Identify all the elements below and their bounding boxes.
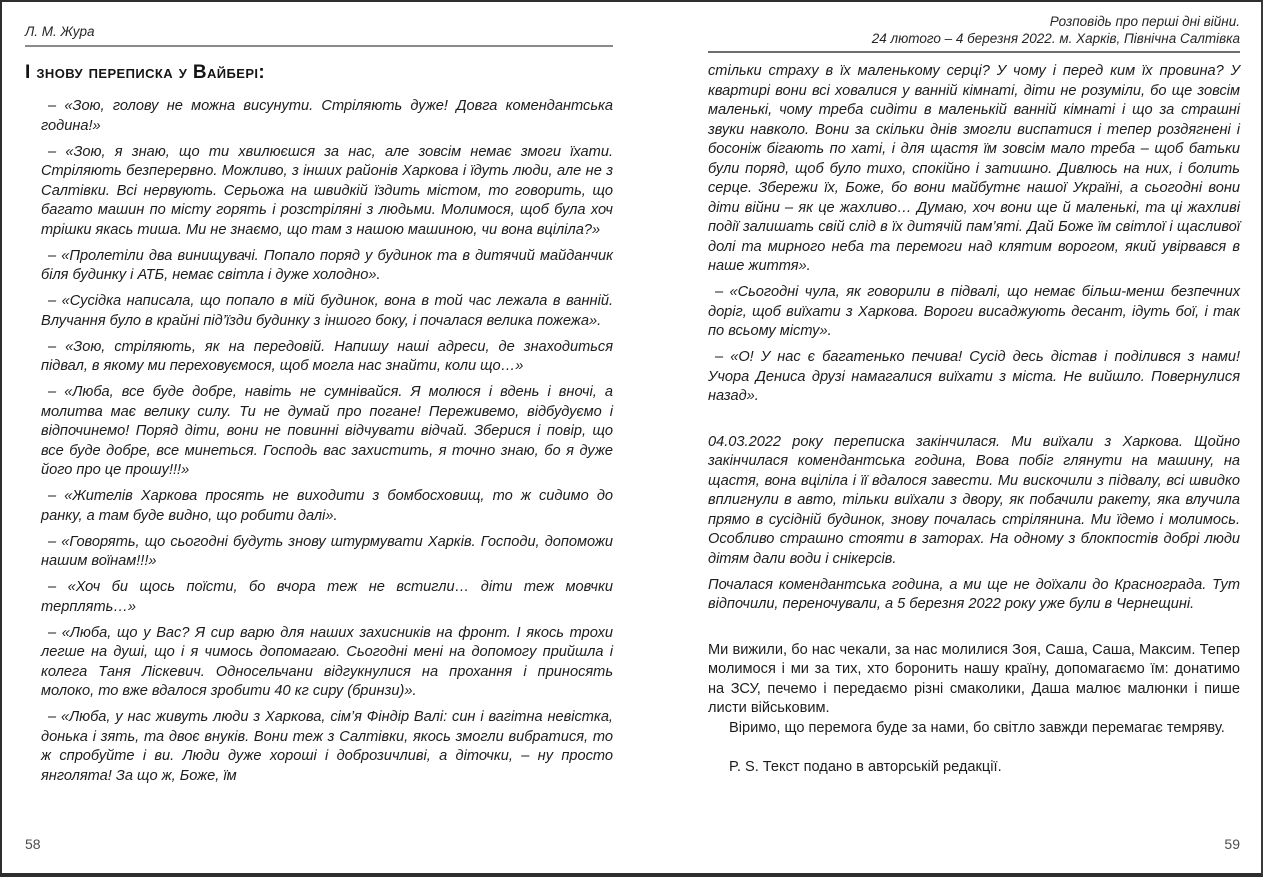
- body-paragraph: – «Сусідка написала, що попало в мій будинок, вона в той час лежала в ванній. Влучання було в крайні під’їзди будинку з іншого боку, і почалася велика пожежа».: [41, 293, 613, 329]
- body-paragraph: 04.03.2022 року переписка закінчилася. Ми виїхали з Харкова. Щойно закінчилася комендантська година, Вова побіг глянути на машину, на щастя, вона вціліла і її вдалося завести. Ми вискочили з підвалу, всі швидко вплигнули в авто, тільки виїхали з двору, як побачили ракету, яка влучила прямо в сусідній будинок, знову почалась стрілянина. Ми їдемо і молимось. Особливо страшно стояти в заторах. На одному з блокпостів добрі люди дітям дали води і снікерсів.: [708, 433, 1240, 567]
- body-paragraph: – «Жителів Харкова просять не виходити з бомбосховищ, то ж сидимо до ранку, а там буде видно, що робити далі».: [41, 488, 613, 524]
- page-number-right: 59: [1224, 836, 1240, 852]
- body-paragraph: стільки страху в їх маленькому серці? У чому і перед ким їх провина? У квартирі вони всі ховалися у ванній кімнаті, діти не розуміли, бо ще зовсім маленькі, чому треба сидіти в маленькій ванній кімнаті і що за страшні звуки навколо. Вони за скільки днів змогли виспатися і тепер роздягнені і босоніж бігають по хаті, і для щастя їм зовсім мало треба – щоб батьки були поряд, щоб було тихо, спокійно і затишно. Дивлюсь на них, і болить серце. Збережи їх, Боже, бо вони майбутнє нашої Україні, а сьогодні вони діти війни – як це жахливо… Думаю, хоч вони ще й маленькі, та ці жахливі події залишать свій слід в їх дитячій пам’яті. Дай Боже їм світлої і щасливої долі та мирного неба та перемоги над клятим ворогом, який увірвався в наше життя».: [708, 63, 1240, 274]
- section-gap: [708, 407, 1240, 433]
- body-paragraph: – «Хоч би щось поїсти, бо вчора теж не встигли… діти теж мовчки терплять…»: [41, 579, 613, 615]
- right-page: [708, 14, 1240, 778]
- body-paragraph: – «Пролетіли два винищувачі. Попало поряд у будинок та в дитячий майданчик біля будинку і АТБ, немає світла і дуже холодно».: [41, 247, 613, 283]
- body-paragraph: – «Люба, що у Вас? Я сир варю для наших захисників на фронт. І якось трохи легше на душі, що і я чимось допомагаю. Сьогодні мені на допомогу прийшла і колега Таня Ліскевич. Односельчани відгукнулися на прохання і приносять молоко, то вже вдалося зробити 40 кг сиру (бринзи)».: [41, 624, 613, 699]
- body-paragraph: – «Говорять, що сьогодні будуть знову штурмувати Харків. Господи, допоможи нашим воїнам!!!»: [41, 533, 613, 569]
- running-header-line1: Розповідь про перші дні війни.: [1049, 14, 1240, 29]
- chapter-title: І знову переписка у Вайбері:: [25, 62, 266, 83]
- left-page: [25, 24, 613, 786]
- running-header-title: [708, 14, 1240, 53]
- body-paragraph: Почалася комендантська година, а ми ще не доїхали до Краснограда. Тут відпочили, переночували, а 5 березня 2022 року уже були в Чернещині.: [708, 576, 1240, 612]
- body-paragraph: Віримо, що перемога буде за нами, бо світло завжди перемагає темряву.: [729, 719, 1225, 736]
- page-number-left: 58: [25, 836, 41, 852]
- body-paragraph: – «О! У нас є багатенько печива! Сусід десь дістав і поділився з нами! Учора Дениса друзі намагалися виїхати з міста. Не вийшло. Повернулися назад».: [708, 349, 1240, 404]
- running-header-line2: 24 лютого – 4 березня 2022. м. Харків, Північна Салтівка: [871, 30, 1240, 46]
- postscript-paragraph: P. S. Текст подано в авторській редакції.: [729, 759, 1002, 775]
- body-paragraph: – «Зою, я знаю, що ти хвилюєшся за нас, але зовсім немає змоги їхати. Стріляють безперервно. Можливо, з інших районів Харкова і їдуть люди, але не з Салтівки. Всі нервують. Серьожа на швидкій їздить містом, то говорить, що багато машин по місту горять і розстріляні з людьми. Молимося, щоб була хоч трішки якась тиша. Ми не знаємо, що там з нашою машиною, чи вона вціліла?»: [41, 143, 613, 238]
- body-paragraph: – «Зою, голову не можна висунути. Стріляють дуже! Довга комендантська година!»: [41, 98, 613, 134]
- body-paragraph: – «Люба, все буде добре, навіть не сумнівайся. Я молюся і вдень і вночі, а молитва має велику силу. Ти не думай про погане! Переживемо, відбудуємо і відпочинемо! Поряд діти, вони не повинні відчувати відчай. Зберися і повір, що все буде добре, все минеться. Господь вас захистить, я точно знаю, бо я дуже його про це прошу!!!»: [41, 384, 613, 478]
- left-page-body: [25, 97, 613, 786]
- section-gap: [708, 615, 1240, 641]
- running-header-author: Л. М. Жура: [25, 24, 613, 47]
- body-paragraph: – «Сьогодні чула, як говорили в підвалі, що немає більш-менш безпечних доріг, щоб виїхати з Харкова. Вороги висаджують десант, ідуть бої, і так по всьому місту».: [708, 284, 1240, 339]
- body-paragraph: – «Люба, у нас живуть люди з Харкова, сім’я Фіндір Валі: син і вагітна невістка, донька і зять, та двоє внуків. Вони теж з Салтівки, якось змогли вибратися, то ж спробуйте і ви. Люди дуже хороші і доброзичливі, а діточки, – ну просто янголята! За що ж, Боже, їм: [41, 709, 613, 784]
- body-paragraph: – «Зою, стріляють, як на передовій. Напишу наші адреси, де знаходиться підвал, в якому ми переховуємося, щоб могла нас знайти, коли що…»: [41, 338, 613, 374]
- section-gap: [708, 738, 1240, 758]
- body-paragraph: Ми вижили, бо нас чекали, за нас молилися Зоя, Саша, Саша, Максим. Тепер молимося і ми за тих, хто боронить нашу країну, допомагаємо їм: донатимо на ЗСУ, печемо і передаємо різні смаколики, Даша малює малюнки і пише листи військовим.: [708, 641, 1240, 716]
